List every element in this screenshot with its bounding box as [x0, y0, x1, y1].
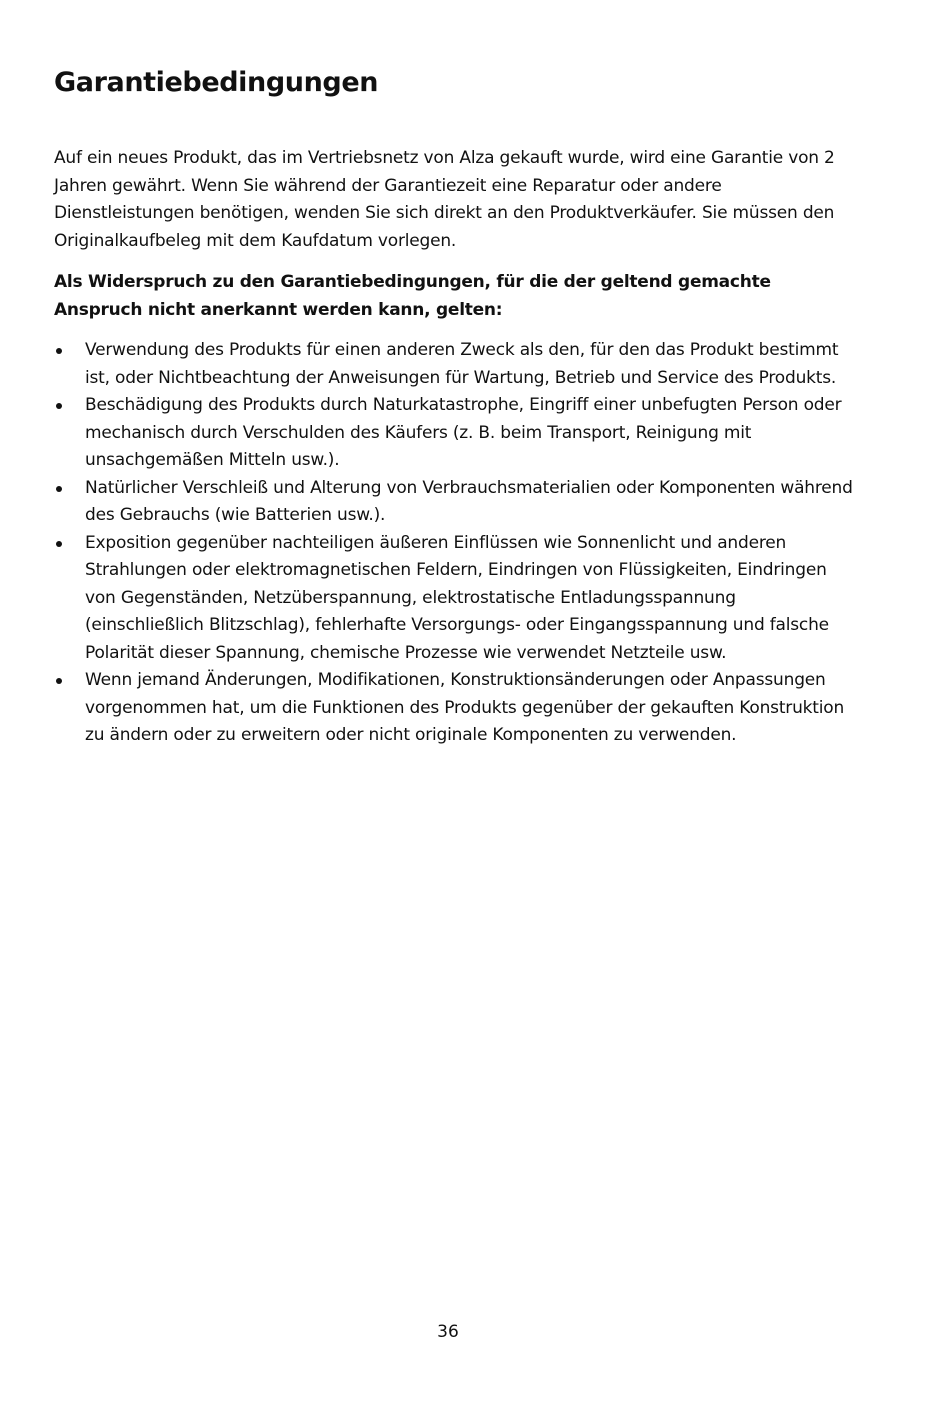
list-item — [54, 392, 854, 475]
exclusions-heading: Als Widerspruch zu den Garantiebedingungen, für die der geltend gemachte Anspruch nicht anerkannt werden kann, gelten: — [54, 272, 771, 320]
list-item — [54, 475, 854, 530]
list-item-text: Beschädigung des Produkts durch Naturkatastrophe, Eingriff einer unbefugten Person oder mechanisch durch Verschulden des Käufers (z. B. beim Transport, Reinigung mit unsachgemäßen Mitteln usw.). — [85, 395, 842, 470]
list-item-text: Wenn jemand Änderungen, Modifikationen, Konstruktionsänderungen oder Anpassungen vorgenommen hat, um die Funktionen des Produkts gegenüber der gekauften Konstruktion zu ändern oder zu erweitern oder nicht originale Komponenten zu verwenden. — [85, 670, 845, 745]
page-number: 36 — [437, 1322, 459, 1342]
list-item — [54, 337, 854, 392]
list-item — [54, 530, 854, 668]
list-item-text: Exposition gegenüber nachteiligen äußeren Einflüssen wie Sonnenlicht und anderen Strahlungen oder elektromagnetischen Feldern, Eindringen von Flüssigkeiten, Eindringen von Gegenständen, Netzüberspannung, elektrostatische Entladungsspannung (einschließlich Blitzschlag), fehlerhafte Versorgungs- oder Eingangsspannung und falsche Polarität dieser Spannung, chemische Prozesse wie verwendet Netzteile usw. — [85, 532, 829, 663]
page-title: Garantiebedingungen — [54, 67, 379, 98]
list-item — [54, 667, 854, 750]
bullet-icon — [56, 348, 62, 354]
list-item-text: Verwendung des Produkts für einen anderen Zweck als den, für den das Produkt bestimmt ist, oder Nichtbeachtung der Anweisungen für Wartung, Betrieb und Service des Produkts. — [85, 340, 839, 388]
bullet-icon — [56, 541, 62, 547]
list-item-text: Natürlicher Verschleiß und Alterung von Verbrauchsmaterialien oder Komponenten während des Gebrauchs (wie Batterien usw.). — [85, 477, 853, 525]
exclusions-list — [54, 337, 854, 750]
bullet-icon — [56, 403, 62, 409]
bullet-icon — [56, 486, 62, 492]
intro-paragraph: Auf ein neues Produkt, das im Vertriebsnetz von Alza gekauft wurde, wird eine Garantie von 2 Jahren gewährt. Wenn Sie während der Garantiezeit eine Reparatur oder andere Dienstleistungen benötigen, wenden Sie sich direkt an den Produktverkäufer. Sie müssen den Originalkaufbeleg mit dem Kaufdatum vorlegen. — [54, 148, 835, 251]
bullet-icon — [56, 678, 62, 684]
